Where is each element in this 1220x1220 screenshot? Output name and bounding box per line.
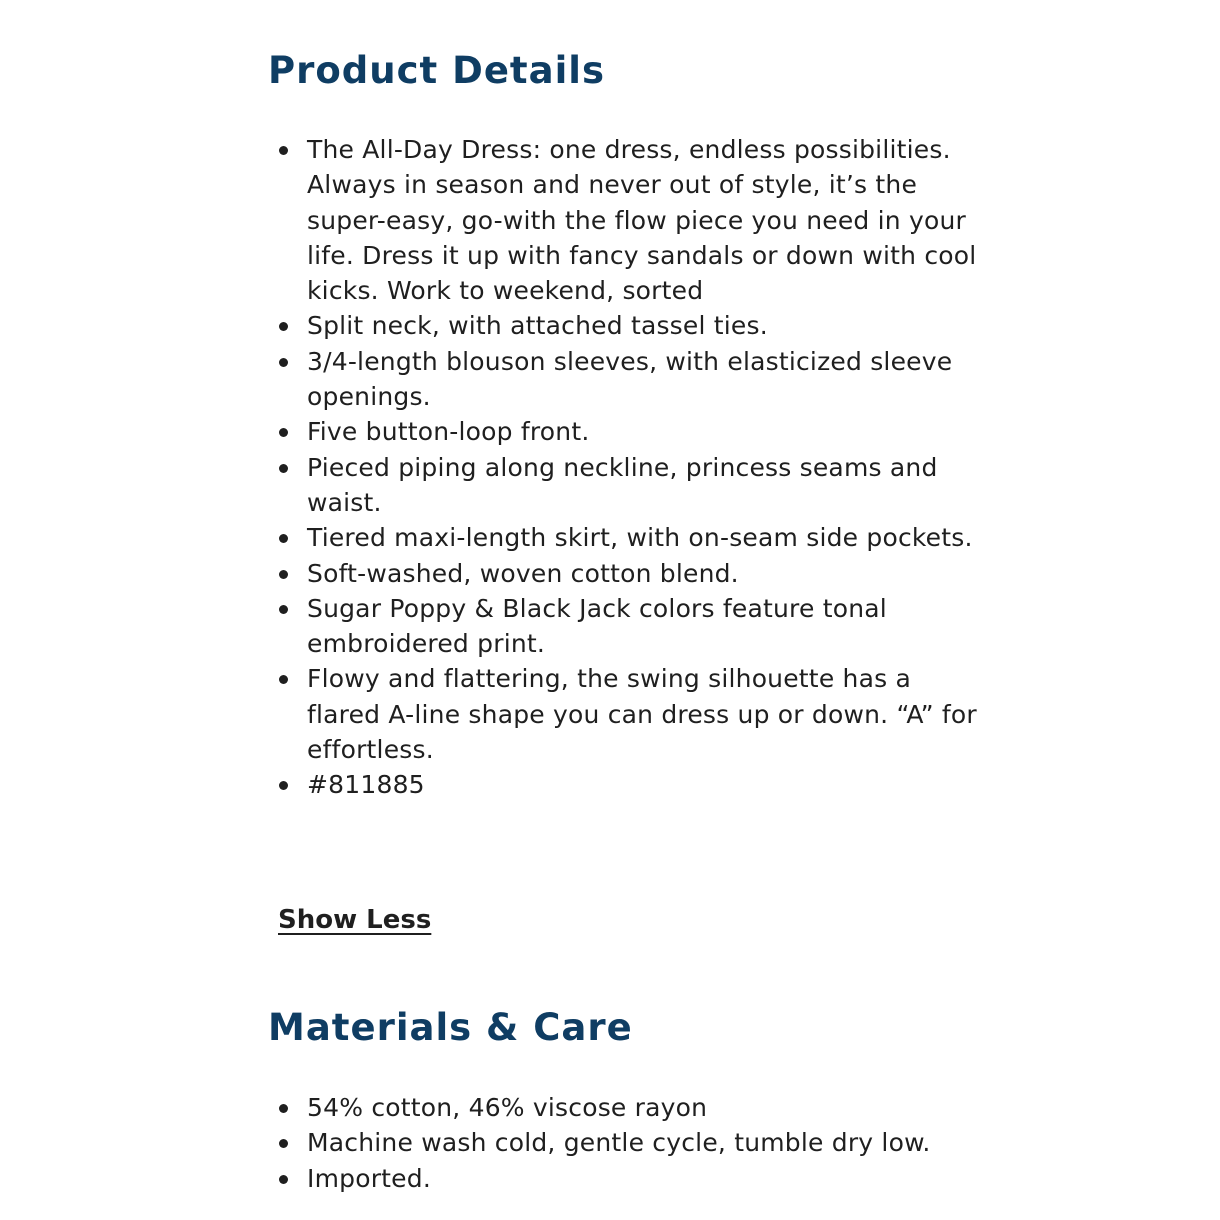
product-details-list (268, 132, 988, 803)
bullet-icon (279, 358, 288, 367)
list-item (268, 767, 988, 802)
bullet-icon (279, 675, 288, 684)
bullet-icon (279, 570, 288, 579)
list-item-text: Flowy and flattering, the swing silhouette has a flared A-line shape you can dress up or down. “A” for effortless. (307, 664, 977, 765)
list-item-text: 3/4-length blouson sleeves, with elasticized sleeve openings. (307, 346, 953, 412)
list-item (268, 556, 988, 591)
list-item (268, 1090, 988, 1125)
list-item (268, 1161, 988, 1196)
product-details-heading: Product Details (268, 49, 605, 92)
list-item (268, 414, 988, 449)
materials-care-heading: Materials & Care (268, 1006, 633, 1049)
bullet-icon (279, 1175, 288, 1184)
list-item-text: #811885 (307, 770, 425, 800)
list-item (268, 591, 988, 662)
list-item (268, 661, 988, 767)
bullet-icon (279, 605, 288, 614)
list-item-text: Imported. (307, 1163, 431, 1193)
bullet-icon (279, 428, 288, 437)
list-item-text: Tiered maxi-length skirt, with on-seam side pockets. (307, 523, 973, 553)
list-item-text: Pieced piping along neckline, princess seams and waist. (307, 452, 938, 517)
bullet-icon (279, 1104, 288, 1113)
list-item-text: Sugar Poppy & Black Jack colors feature tonal embroidered print. (307, 593, 887, 659)
list-item (268, 344, 988, 415)
list-item-text: 54% cotton, 46% viscose rayon (307, 1093, 708, 1122)
list-item (268, 132, 988, 308)
show-less-link[interactable]: Show Less (278, 905, 432, 935)
list-item (268, 1125, 988, 1160)
list-item (268, 308, 988, 343)
bullet-icon (279, 146, 288, 155)
materials-care-list (268, 1090, 988, 1196)
list-item-text: The All-Day Dress: one dress, endless possibilities. Always in season and never out of style, it’s the super-easy, go-with the flow piece you need in your life. Dress it up with fancy sandals or down with cool kicks. Work to weekend, sorted (307, 135, 977, 306)
list-item (268, 520, 988, 555)
list-item (268, 450, 988, 521)
list-item-text: Five button-loop front. (307, 417, 590, 447)
list-item-text: Machine wash cold, gentle cycle, tumble dry low. (307, 1128, 931, 1158)
list-item-text: Split neck, with attached tassel ties. (307, 311, 768, 341)
bullet-icon (279, 781, 288, 790)
bullet-icon (279, 534, 288, 543)
bullet-icon (279, 322, 288, 331)
bullet-icon (279, 1139, 288, 1148)
list-item-text: Soft-washed, woven cotton blend. (307, 558, 739, 588)
bullet-icon (279, 464, 288, 473)
